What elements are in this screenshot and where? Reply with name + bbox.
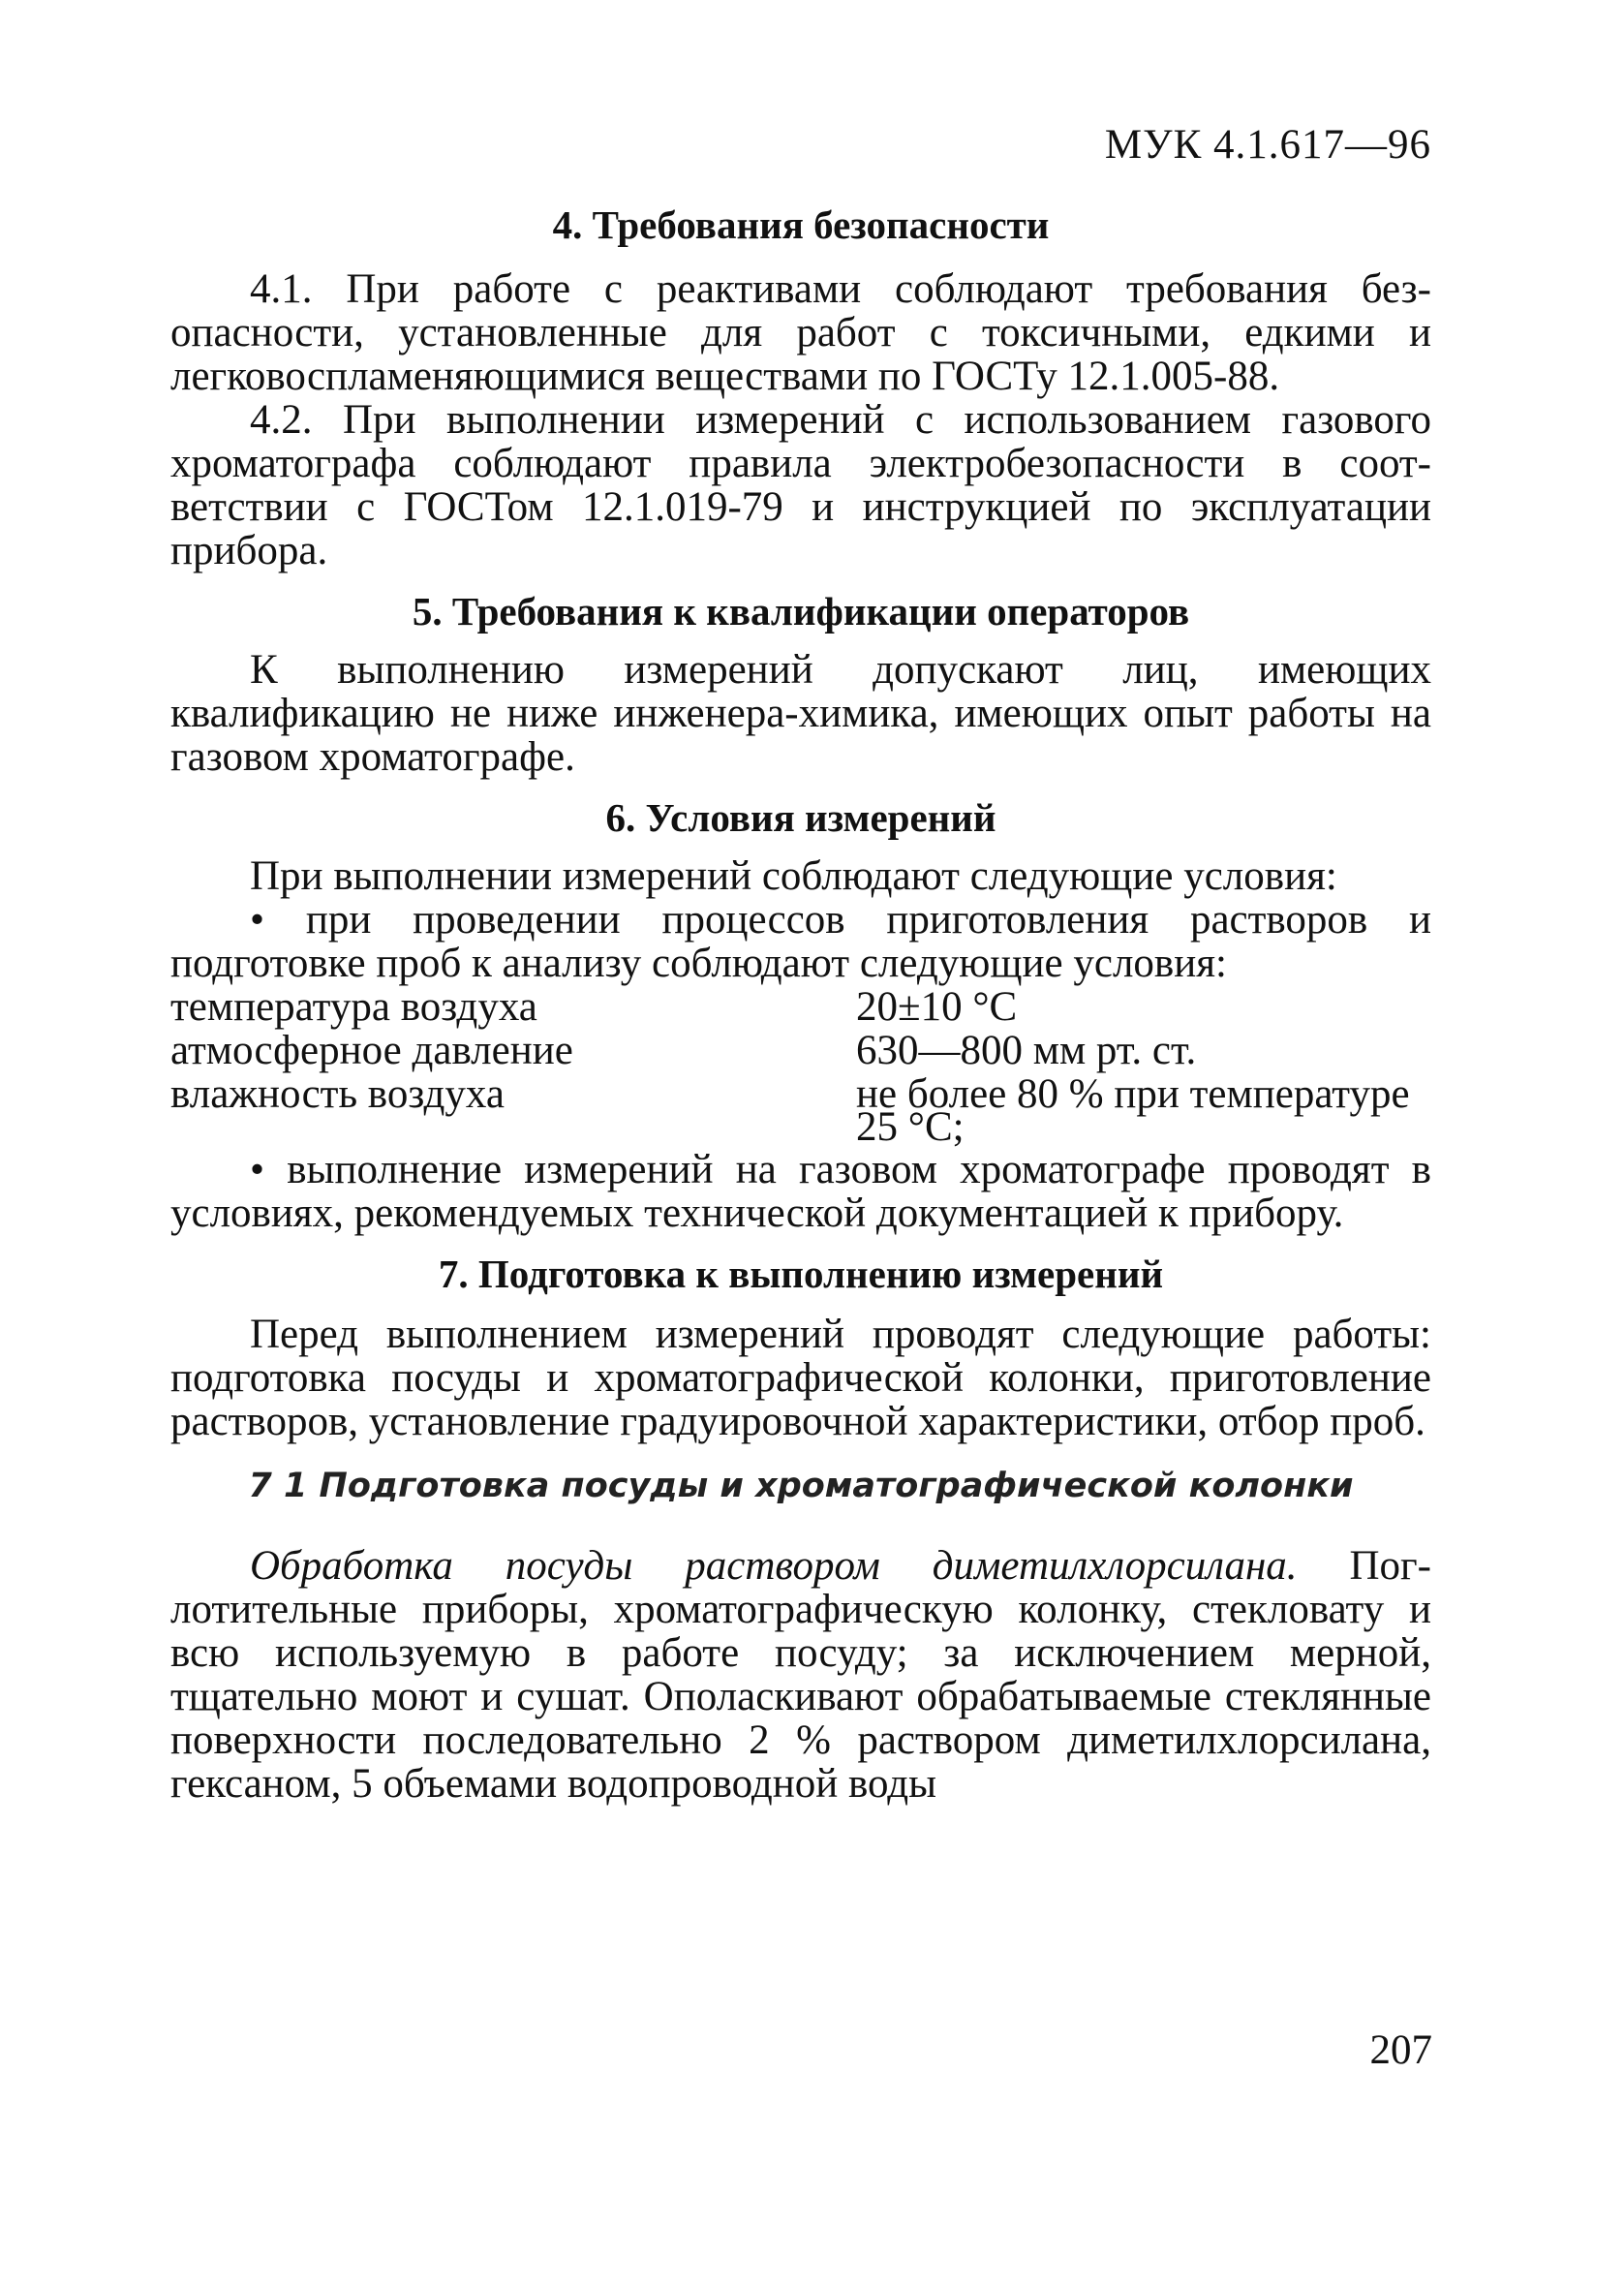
page-number: 207 — [1369, 2027, 1432, 2073]
document-page — [170, 121, 1431, 1806]
section-7-paragraph-2 — [170, 1544, 1431, 1806]
condition-row — [170, 1072, 1431, 1144]
section-6-bullet-1: • при проведении процессов приготовления растворов и подготовке проб к анализу соблюдают следующие условия: — [170, 897, 1431, 986]
conditions-table — [170, 984, 1431, 1150]
section-6-intro: При выполнении измерений соблюдают следующие условия: — [250, 853, 1337, 899]
section-4-title: 4. Требования безопасности — [552, 202, 1050, 247]
section-6-bullet-2: • выполнение измерений на газовом хроматографе проводят в условиях, рекомендуемых технической документацией к прибору. — [170, 1147, 1431, 1236]
condition-value: не более 80 % при температуре 25 °С; — [856, 1071, 1410, 1150]
condition-value: 630—800 мм рт. ст. — [856, 1028, 1197, 1073]
condition-value: 20±10 °С — [856, 984, 1018, 1030]
section-7-paragraph-1: Перед выполнением измерений проводят следующие работы: подготовка посуды и хроматографической колонки, приготовление растворов, установление градуировочной характеристики, отбор проб. — [170, 1312, 1431, 1444]
condition-name: температура воздуха — [170, 984, 537, 1030]
subsection-7-1-title: 7 1 Подготовка посуды и хроматографической колонки — [248, 1467, 1354, 1505]
section-5-title: 5. Требования к квалификации операторов — [412, 589, 1190, 634]
section-4-paragraph-2: 4.2. При выполнении измерений с использованием газового хроматографа соблюдают правила электробезопасности в соответствии с ГОСТом 12.1.019-79 и инструкцией по эксплуатации прибора. — [170, 397, 1431, 573]
condition-name: атмосферное давление — [170, 1028, 573, 1073]
paragraph-body: Поглотительные приборы, хроматографическую колонку, стекловату и всю используемую в работе посуду; за исключением мерной, тщательно моют и сушат. Ополаскивают обрабатываемые стеклянные поверхности последовательно 2 % раствором диметилхлорсилана, гексаном, 5 объемами водопроводной воды — [170, 1543, 1431, 1807]
condition-name: влажность воздуха — [170, 1071, 505, 1117]
condition-row — [170, 1029, 1431, 1072]
paragraph-lead-italic: Обработка посуды раствором диметилхлорсилана. — [250, 1543, 1298, 1589]
section-7-title: 7. Подготовка к выполнению измерений — [438, 1252, 1164, 1296]
condition-row — [170, 985, 1431, 1029]
section-4-paragraph-1: 4.1. При работе с реактивами соблюдают требования безопасности, установленные для работ с токсичными, едкими и легковоспламеняющимися веществами по ГОСТу 12.1.005-88. — [170, 266, 1431, 399]
section-5-paragraph-1: К выполнению измерений допускают лиц, имеющих квалификацию не ниже инженера-химика, имеющих опыт работы на газовом хроматографе. — [170, 647, 1431, 780]
section-6-title: 6. Условия измерений — [605, 795, 996, 840]
document-code: МУК 4.1.617—96 — [1104, 122, 1431, 168]
